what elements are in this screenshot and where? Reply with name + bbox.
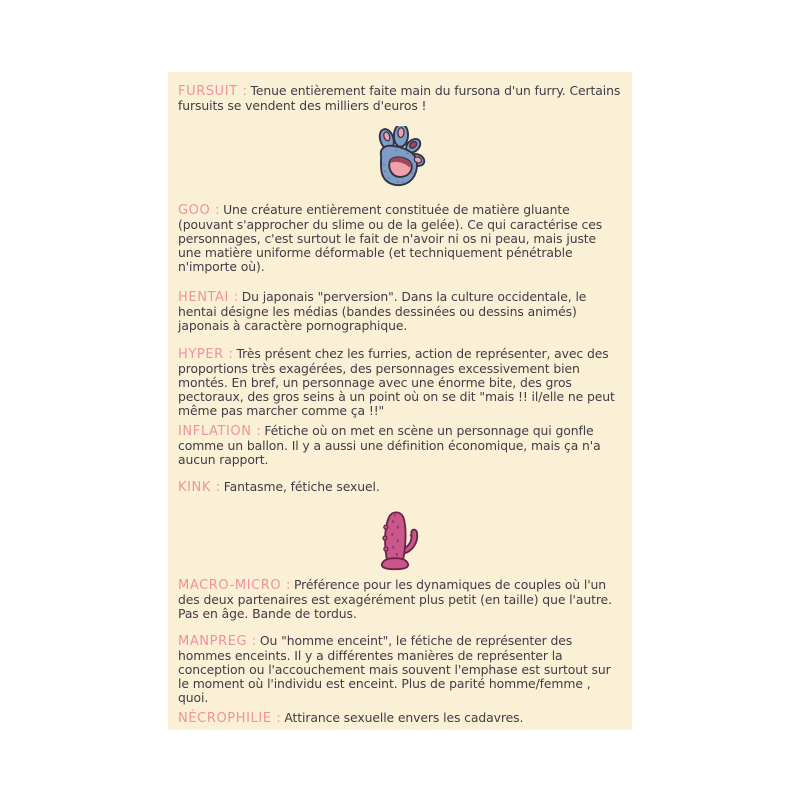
definition-kink: Fantasme, fétiche sexuel.: [223, 479, 380, 494]
fursuit-paw-illustration: [178, 126, 622, 192]
definition-inflation: Fétiche où on met en scène un personnage qui gonfle comme un ballon. Il y a aussi une définition économique, mais ça n'a aucun rapport.: [178, 423, 601, 467]
glossary-entry-hentai: [178, 290, 622, 333]
term-inflation: INFLATION :: [178, 424, 262, 439]
glossary-entry-necrophilie: [178, 711, 622, 726]
glossary-entry-hyper: [178, 347, 622, 418]
term-goo: GOO :: [178, 203, 221, 218]
definition-necrophilie: Attirance sexuelle envers les cadavres.: [284, 710, 524, 725]
definition-goo: Une créature entièrement constituée de matière gluante (pouvant s'approcher du slime ou de la gelée). Ce qui caractérise ces personnages, c'est surtout le fait de n'avoir ni os ni peau, mais juste une matière uniforme déformable (et techniquement pénétrable n'importe où).: [178, 202, 603, 274]
glossary-entry-goo: [178, 203, 622, 274]
definition-macro-micro: Préférence pour les dynamiques de couples où l'un des deux partenaires est exagérément plus petit (en taille) que l'autre. Pas en âge. Bande de tordus.: [178, 577, 612, 621]
glossary-entry-fursuit: [178, 84, 622, 113]
term-hentai: HENTAI :: [178, 290, 239, 305]
term-manpreg: MANPREG :: [178, 634, 257, 649]
paw-icon: [368, 126, 432, 192]
definition-hentai: Du japonais "perversion". Dans la culture occidentale, le hentai désigne les médias (bandes dessinées ou dessins animés) japonais à caractère pornographique.: [178, 289, 587, 333]
cactus-illustration: [178, 507, 622, 571]
term-fursuit: FURSUIT :: [178, 84, 248, 99]
cactus-icon: [367, 507, 423, 571]
glossary-page: [168, 72, 632, 730]
glossary-entry-kink: [178, 480, 622, 495]
term-macro-micro: MACRO-MICRO :: [178, 578, 291, 593]
term-kink: KINK :: [178, 480, 221, 495]
glossary-entry-macro-micro: [178, 578, 622, 621]
definition-manpreg: Ou "homme enceint", le fétiche de représenter des hommes enceints. Il y a différentes manières de représenter la conception ou l'accouchement mais souvent l'emphase est surtout sur le moment où l'individu est enceint. Plus de parité homme/femme , quoi.: [178, 633, 611, 705]
term-necrophilie: NÉCROPHILIE :: [178, 711, 282, 726]
glossary-entry-manpreg: [178, 634, 622, 705]
definition-fursuit: Tenue entièrement faite main du fursona d'un furry. Certains fursuits se vendent des milliers d'euros !: [178, 83, 621, 113]
definition-hyper: Très présent chez les furries, action de représenter, avec des proportions très exagérées, des personnages excessivement bien montés. En bref, un personnage avec une énorme bite, des gros pectoraux, des gros seins à un point où on se dit "mais !! il/elle ne peut même pas marcher comme ça !!": [178, 346, 615, 418]
term-hyper: HYPER :: [178, 347, 234, 362]
glossary-entry-inflation: [178, 424, 622, 467]
